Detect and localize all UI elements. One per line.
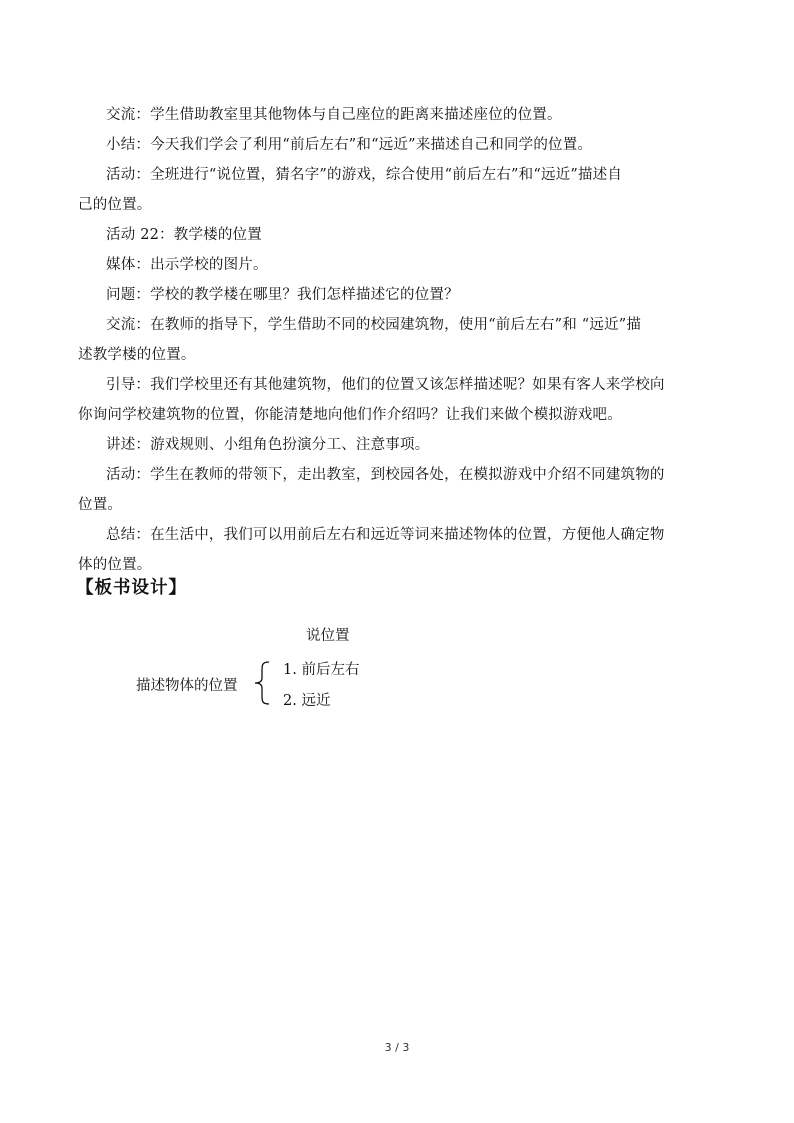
page-number: 3 / 3: [384, 1041, 410, 1054]
text-line: 讲述：游戏规则、小组角色扮演分工、注意事项。: [106, 437, 430, 453]
board-item-front-back-left-right: 1. 前后左右: [283, 662, 360, 678]
paragraph-question: [78, 280, 718, 310]
curly-brace-icon: [252, 661, 272, 705]
paragraph-guide: [78, 370, 718, 430]
text-line: 活动：学生在教师的带领下，走出教室，到校园各处，在模拟游戏中介绍不同建筑物的: [106, 467, 665, 483]
section-heading: 【板书设计】: [76, 578, 187, 598]
text-line: 位置。: [78, 497, 123, 513]
paragraph-exchange-seat: [78, 100, 718, 130]
paragraph-media: [78, 250, 718, 280]
text-line: 交流：在教师的指导下，学生借助不同的校园建筑物，使用“前后左右”和 “远近”描: [106, 317, 642, 333]
text-line: 问题：学校的教学楼在哪里？我们怎样描述它的位置？: [106, 287, 459, 303]
paragraph-activity-campus: [78, 460, 718, 520]
text-line: 交流：学生借助教室里其他物体与自己座位的距离来描述座位的位置。: [106, 107, 562, 123]
paragraph-conclusion: [78, 520, 718, 580]
board-item-far-near: 2. 远近: [283, 693, 331, 709]
paragraph-exchange-building: [78, 310, 718, 370]
paragraph-activity-22: [78, 220, 718, 250]
text-line: 己的位置。: [78, 197, 152, 213]
text-line: 述教学楼的位置。: [78, 347, 196, 363]
text-line: 活动：全班进行“说位置，猜名字”的游戏，综合使用“前后左右”和“远近”描述自: [106, 167, 623, 183]
paragraph-activity-guess: [78, 160, 718, 220]
text-line: 引导：我们学校里还有其他建筑物，他们的位置又该怎样描述呢？如果有客人来学校向: [106, 377, 665, 393]
board-left-label: 描述物体的位置: [136, 678, 238, 694]
text-line: 活动 22：教学楼的位置: [106, 227, 262, 243]
text-line: 你询问学校建筑物的位置，你能清楚地向他们作介绍吗？让我们来做个模拟游戏吧。: [78, 407, 622, 423]
text-line: 小结：今天我们学会了利用“前后左右”和“远近”来描述自己和同学的位置。: [106, 137, 593, 153]
text-line: 总结：在生活中，我们可以用前后左右和远近等词来描述物体的位置，方便他人确定物: [106, 527, 665, 543]
board-title: 说位置: [306, 628, 350, 644]
paragraph-explain: [78, 430, 718, 460]
paragraph-summary: [78, 130, 718, 160]
text-line: 体的位置。: [78, 557, 152, 573]
text-line: 媒体：出示学校的图片。: [106, 257, 268, 273]
